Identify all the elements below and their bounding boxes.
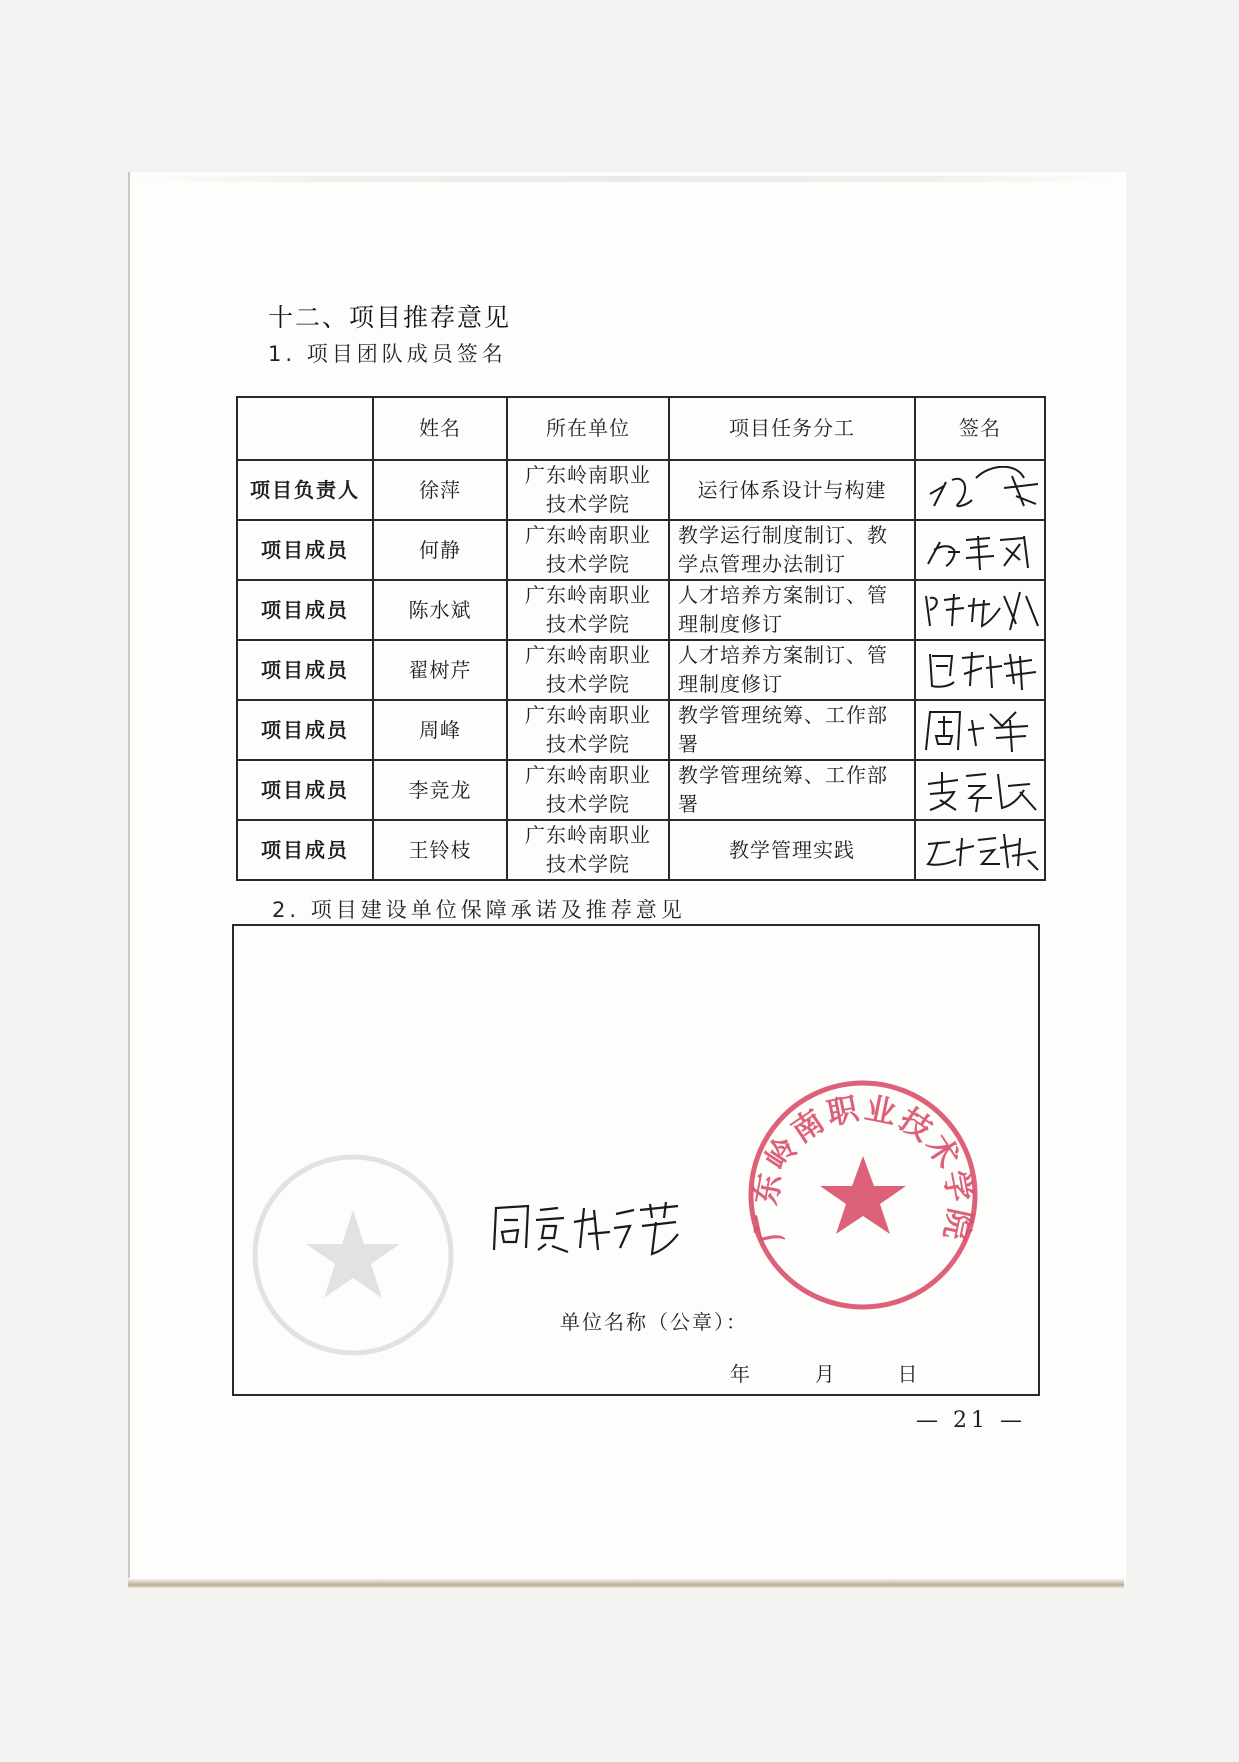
- date-year: 年: [730, 1362, 750, 1386]
- header-role: [237, 397, 373, 460]
- unit-line: 广东岭南职业: [525, 823, 651, 847]
- member-name: 何静: [373, 520, 507, 580]
- task-line: 人才培养方案制订、管: [678, 583, 888, 607]
- member-task: [669, 760, 915, 820]
- member-task: [669, 460, 915, 520]
- handwritten-signature: [920, 586, 1042, 634]
- table-row: [237, 820, 1045, 880]
- unit-line: 技术学院: [546, 732, 630, 756]
- unit-line: 技术学院: [546, 792, 630, 816]
- table-header-row: [237, 397, 1045, 460]
- member-role: 项目成员: [237, 640, 373, 700]
- page-number: — 21 —: [916, 1408, 1026, 1433]
- member-signature: [915, 760, 1045, 820]
- unit-line: 广东岭南职业: [525, 583, 651, 607]
- unit-name-label: 单位名称（公章）：: [560, 1310, 748, 1334]
- date-line: [730, 1358, 917, 1387]
- member-signature: [915, 580, 1045, 640]
- unit-line: 技术学院: [546, 852, 630, 876]
- table-row: [237, 640, 1045, 700]
- unit-line: 技术学院: [546, 552, 630, 576]
- handwritten-signature: [920, 526, 1042, 574]
- member-signature: [915, 820, 1045, 880]
- unit-line: 广东岭南职业: [525, 463, 651, 487]
- header-signature: 签名: [915, 397, 1045, 460]
- unit-line: 技术学院: [546, 672, 630, 696]
- member-task: [669, 700, 915, 760]
- seal-text: 广东岭南职业技术学院: [747, 1090, 979, 1247]
- member-unit: [507, 820, 669, 880]
- member-role: 项目成员: [237, 700, 373, 760]
- task-line: 教学管理实践: [729, 837, 855, 862]
- handwritten-recommendation: [488, 1198, 688, 1258]
- unit-line: 广东岭南职业: [525, 523, 651, 547]
- table-row: [237, 700, 1045, 760]
- unit-line: 广东岭南职业: [525, 703, 651, 727]
- member-unit: [507, 460, 669, 520]
- member-unit: [507, 640, 669, 700]
- member-unit: [507, 580, 669, 640]
- member-name: 李竞龙: [373, 760, 507, 820]
- member-unit: [507, 760, 669, 820]
- member-signature: [915, 460, 1045, 520]
- unit-line: 技术学院: [546, 492, 630, 516]
- handwritten-signature: [920, 706, 1042, 754]
- section-title: 十二、项目推荐意见: [268, 303, 512, 332]
- header-name: 姓名: [373, 397, 507, 460]
- member-task: [669, 820, 915, 880]
- handwritten-signature: [920, 826, 1042, 874]
- header-unit: 所在单位: [507, 397, 669, 460]
- member-task: [669, 580, 915, 640]
- team-signature-table: [236, 396, 1046, 881]
- task-line: 理制度修订: [678, 612, 783, 636]
- faint-seal-bleedthrough: [248, 1150, 458, 1360]
- member-role: 项目成员: [237, 820, 373, 880]
- subsection-title: 2. 项目建设单位保障承诺及推荐意见: [272, 898, 686, 922]
- member-task: [669, 640, 915, 700]
- task-line: 学点管理办法制订: [678, 552, 846, 576]
- official-seal: [746, 1078, 980, 1312]
- handwritten-signature: [920, 766, 1042, 814]
- member-name: 王铃枝: [373, 820, 507, 880]
- member-unit: [507, 520, 669, 580]
- member-role: 项目成员: [237, 580, 373, 640]
- task-line: 署: [678, 792, 699, 816]
- handwritten-signature: [920, 646, 1042, 694]
- task-line: 署: [678, 732, 699, 756]
- member-name: 陈水斌: [373, 580, 507, 640]
- task-line: 教学管理统筹、工作部: [678, 703, 888, 727]
- member-signature: [915, 520, 1045, 580]
- task-line: 人才培养方案制订、管: [678, 643, 888, 667]
- table-row: [237, 760, 1045, 820]
- table-row: [237, 580, 1045, 640]
- task-line: 理制度修订: [678, 672, 783, 696]
- table-row: [237, 460, 1045, 520]
- date-month: 月: [814, 1362, 835, 1386]
- unit-line: 广东岭南职业: [525, 643, 651, 667]
- member-role: 项目负责人: [237, 460, 373, 520]
- table-row: [237, 520, 1045, 580]
- member-signature: [915, 640, 1045, 700]
- handwritten-signature: [920, 466, 1042, 514]
- task-line: 运行体系设计与构建: [697, 477, 887, 502]
- task-line: 教学管理统筹、工作部: [678, 763, 888, 787]
- member-name: 徐萍: [373, 460, 507, 520]
- member-name: 翟树芹: [373, 640, 507, 700]
- subsection-title: 1. 项目团队成员签名: [268, 342, 507, 366]
- page-bottom-edge: [128, 1578, 1124, 1588]
- scan-artifact: [130, 176, 1120, 182]
- unit-line: 技术学院: [546, 612, 630, 636]
- member-task: [669, 520, 915, 580]
- member-unit: [507, 700, 669, 760]
- unit-line: 广东岭南职业: [525, 763, 651, 787]
- member-name: 周峰: [373, 700, 507, 760]
- task-line: 教学运行制度制订、教: [678, 523, 888, 547]
- member-role: 项目成员: [237, 520, 373, 580]
- member-role: 项目成员: [237, 760, 373, 820]
- date-day: 日: [897, 1362, 918, 1386]
- member-signature: [915, 700, 1045, 760]
- header-task: 项目任务分工: [669, 397, 915, 460]
